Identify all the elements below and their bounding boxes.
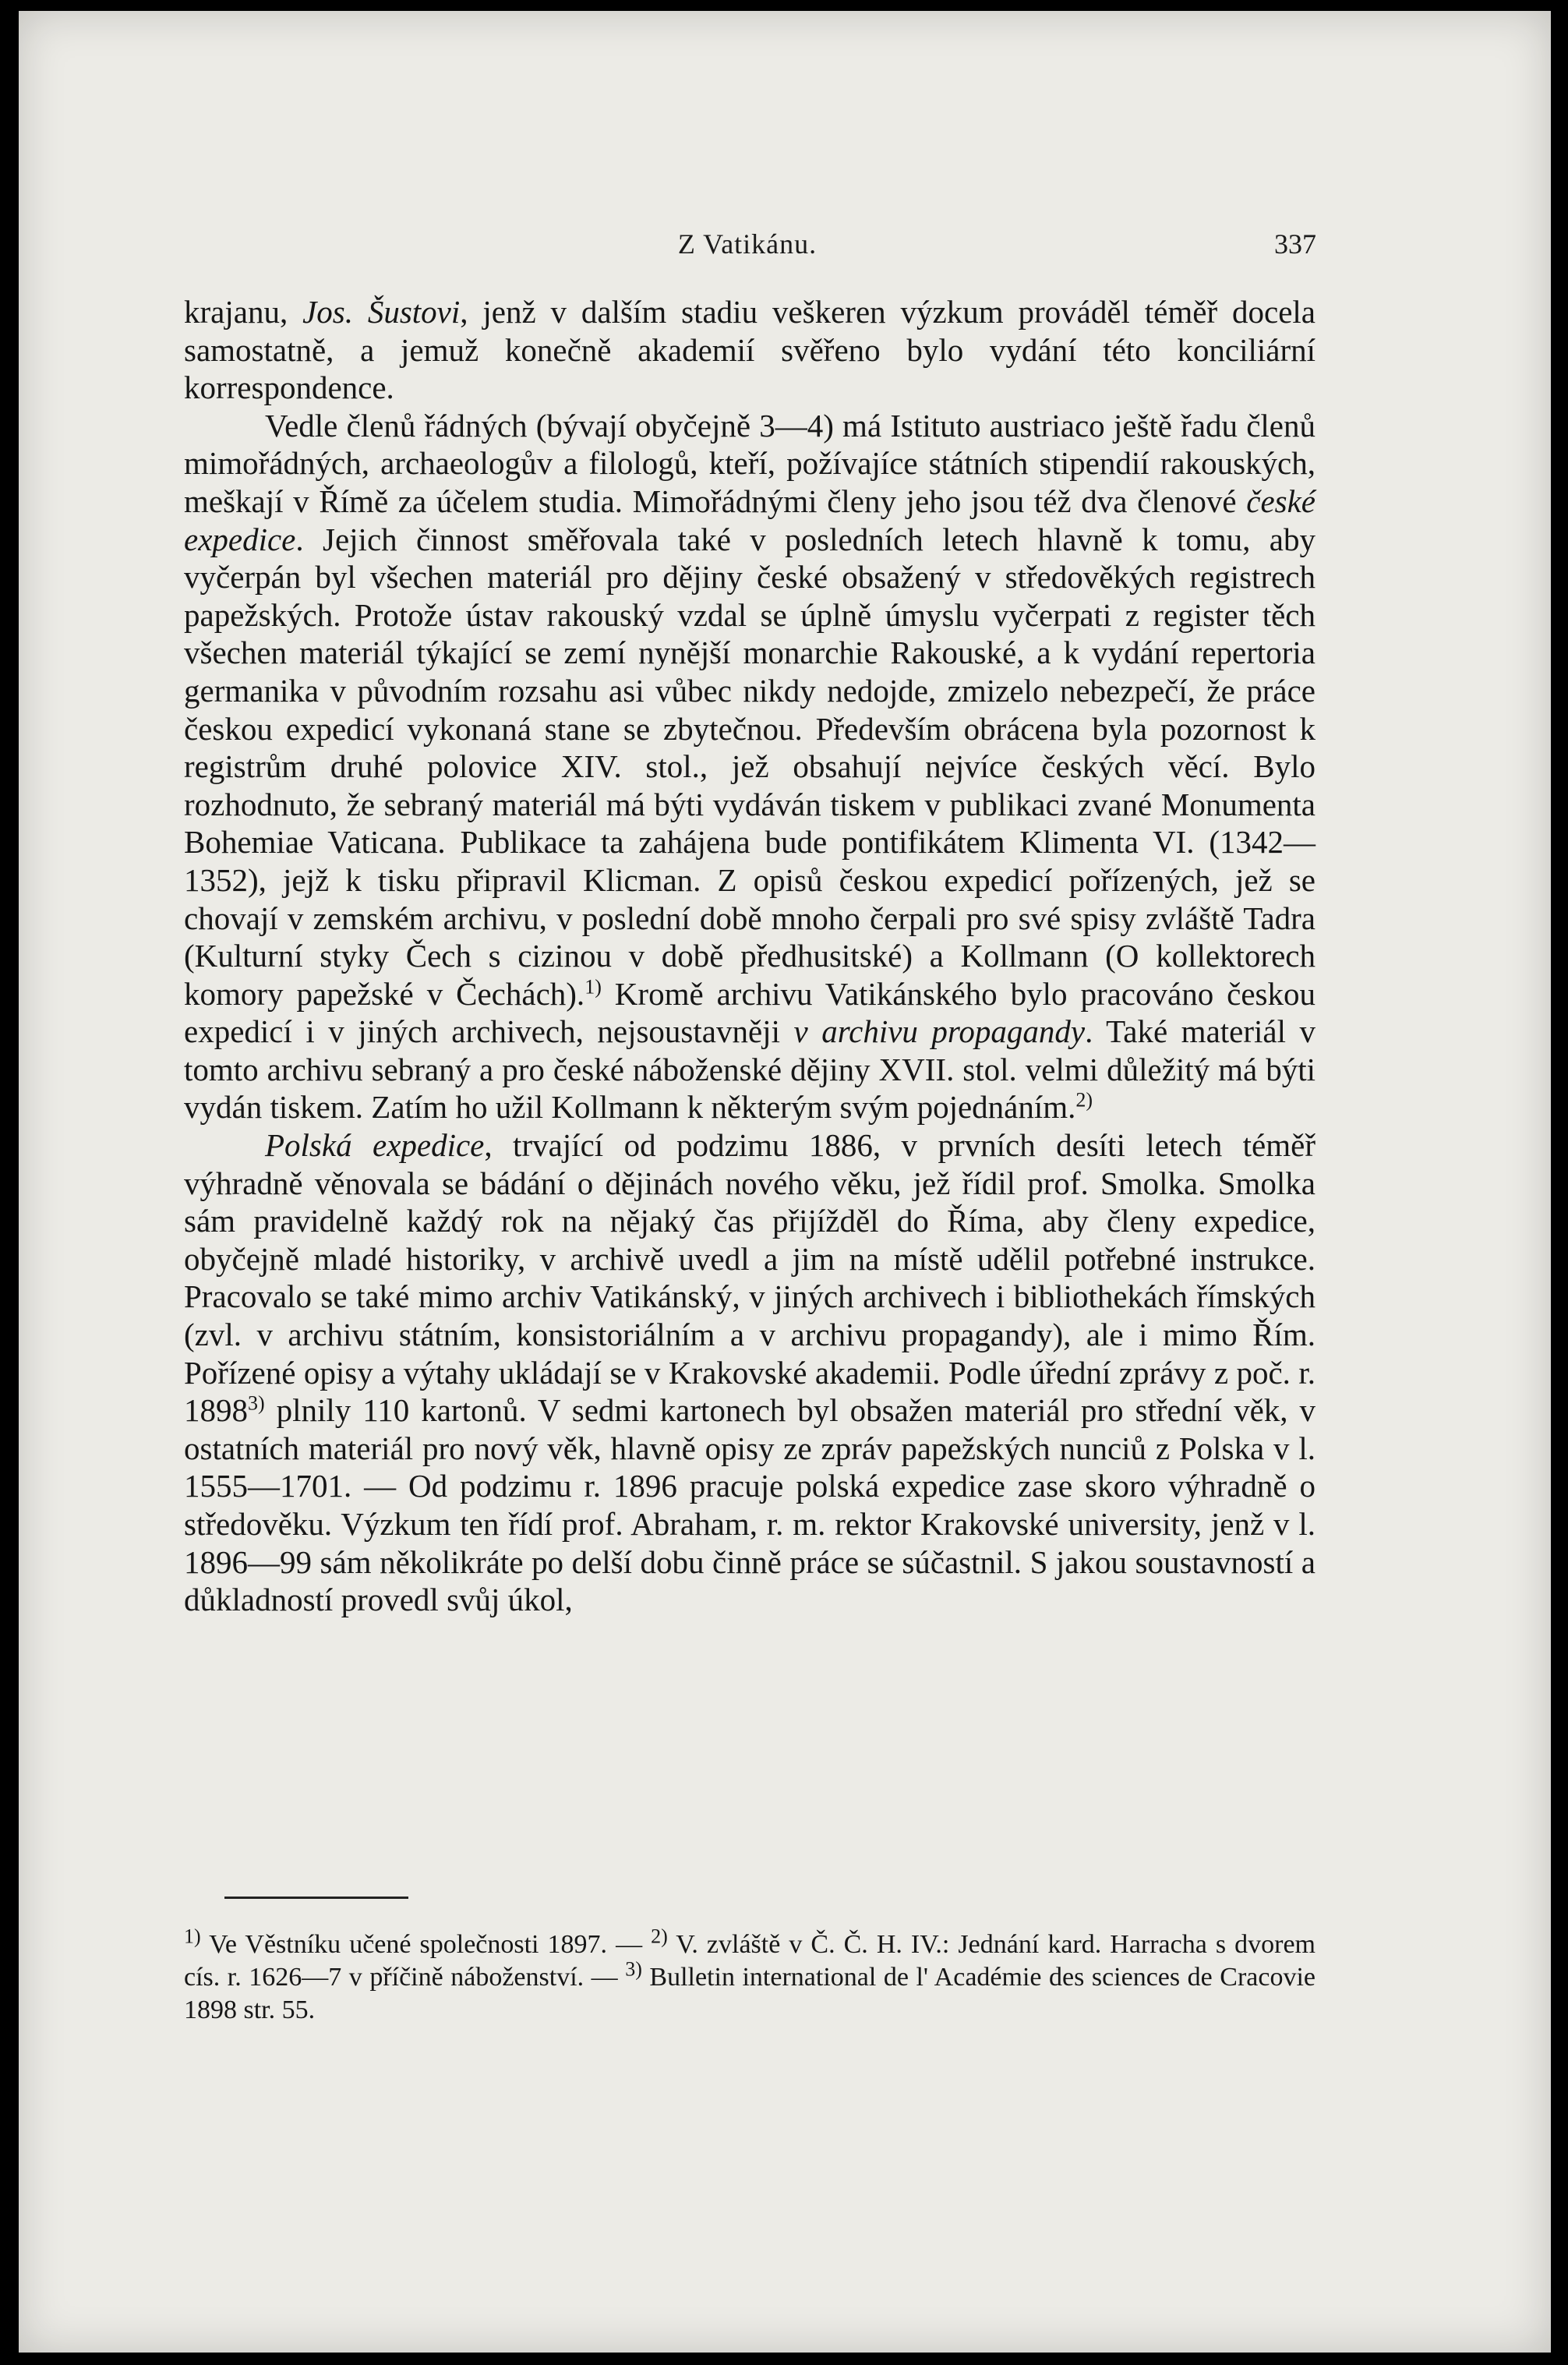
text-run: , trvající od podzimu 1886, v prvních desíti letech téměř výhradně věnovala se bádání o dějinách nového věku, jež řídil prof. Smolka. Smolka sám pravidelně každý rok na nějaký čas přijížděl do Říma, aby členy expedice, obyčejně mladé historiky, v archivě uvedl a jim na místě udělil potřebné instrukce. Pracovalo se také mimo archiv Vatikánský, v jiných archivech i bibliothekách římských (zvl. v archivu státním, konsistoriálním a v archivu propagandy), ale i mimo Řím. Pořízené opisy a výtahy ukládají se v Krakovské akademii. Podle úřední zprávy z poč. r. 1898: [184, 1127, 1315, 1429]
footnote-block: [184, 1925, 1315, 2027]
page-number: 337: [1274, 228, 1316, 260]
text-run: . Také materiál v tomto archivu sebraný a pro české náboženské dějiny XVII. stol. velmi důležitý má býti vydán tiskem. Zatím ho užil Kollmann k některým svým pojednáním.: [184, 1013, 1315, 1126]
footnote-ref-number: 3: [248, 1391, 258, 1415]
text-run: Vedle členů řádných (bývají obyčejně 3—4) má Istituto austriaco ještě řadu členů mimořádných, archaeologův a filologů, kteří, požívajíce státních stipendií rakouských, meškají v Římě za účelem studia. Mimořádnými členy jeho jsou též dva členové: [184, 407, 1315, 519]
text-run: plnily 110 kartonů. V sedmi kartonech byl obsažen materiál pro střední věk, v ostatních materiál pro nový věk, hlavně opisy ze zpráv papežských nunciů z Polska v l. 1555—1701. — Od podzimu r. 1896 pracuje polská expedice zase skoro výhradně o středověku. Výzkum ten řídí prof. Abraham, r. m. rektor Krakovské university, jenž v l. 1896—99 sám několikráte po delší dobu činně práce se súčastnil. S jakou soustavností a důkladností provedl svůj úkol,: [184, 1392, 1315, 1618]
footnote-mark-number: 3: [625, 1957, 636, 1981]
italic-term: české expedice: [184, 483, 1315, 557]
italic-term: v archivu propagandy: [793, 1013, 1086, 1050]
footnote-ref-number: 2: [1075, 1088, 1086, 1112]
footnote-mark-number: 2: [651, 1925, 662, 1948]
running-title: Z Vatikánu.: [677, 228, 818, 260]
footnote-divider: [224, 1897, 408, 1899]
text-run: , jenž v dalším stadiu veškeren výzkum prováděl téměř docela samostatně, a jemuž konečně akademií svěřeno bylo vydání této konciliární korrespondence.: [184, 294, 1315, 406]
footnote-mark: 3): [625, 1957, 642, 1981]
footnote-ref-2: 2): [1075, 1088, 1093, 1112]
text-run: Kromě archivu Vatikánského bylo pracováno českou expedicí i v jiných archivech, nejsoustavněji: [184, 975, 1315, 1050]
paragraph-1: [184, 293, 1315, 407]
italic-name: Jos. Šustovi: [302, 294, 461, 330]
footnote-mark-number: 1: [184, 1925, 194, 1948]
footnote-3: Bulletin international de l' Académie des sciences de Cracovie 1898 str. 55.: [184, 1963, 1315, 2024]
footnote-mark: 1): [184, 1925, 201, 1948]
footnote-ref-1: 1): [584, 975, 602, 999]
footnote-mark: 2): [651, 1925, 668, 1948]
footnote-2: V. zvláště v Č. Č. H. IV.: Jednání kard. Harracha s dvorem cís. r. 1626—7 v příčině náboženství. —: [184, 1930, 1315, 1992]
paragraph-3: [184, 1126, 1315, 1619]
footnotes: [184, 1925, 1315, 2027]
paragraph-2: [184, 407, 1315, 1126]
body-text: [184, 293, 1315, 1619]
text-run: . Jejich činnost směřovala také v posledních letech hlavně k tomu, aby vyčerpán byl všechen materiál pro dějiny české obsažený v středověkých registrech papežských. Protože ústav rakouský vzdal se úplně úmyslu vyčerpati z register těch všechen materiál týkající se zemí nynější monarchie Rakouské, a k vydání repertoria germanika v původním rozsahu asi vůbec nikdy nedojde, zmizelo nebezpečí, že práce českou expedicí vykonaná stane se zbytečnou. Především obrácena byla pozornost k registrům druhé polovice XIV. stol., jež obsahují nejvíce českých věcí. Bylo rozhodnuto, že sebraný materiál má býti vydáván tiskem v publikaci zvané Monumenta Bohemiae Vaticana. Publikace ta zahájena bude pontifikátem Klimenta VI. (1342—1352), jejž k tisku připravil Klicman. Z opisů českou expedicí pořízených, jež se chovají v zemském archivu, v poslední době mnoho čerpali pro své spisy zvláště Tadra (Kulturní styky Čech s cizinou v době předhusitské) a Kollmann (O kollektorech komory papežské v Čechách).: [184, 521, 1315, 1012]
italic-term: Polská expedice: [265, 1127, 485, 1164]
book-page: [19, 11, 1551, 2353]
page-header: [178, 221, 1316, 268]
footnote-1: Ve Věstníku učené společnosti 1897. —: [200, 1930, 652, 1959]
text-run: krajanu,: [184, 294, 303, 330]
footnote-ref-number: 1: [584, 975, 595, 999]
footnote-ref-3: 3): [248, 1391, 265, 1415]
